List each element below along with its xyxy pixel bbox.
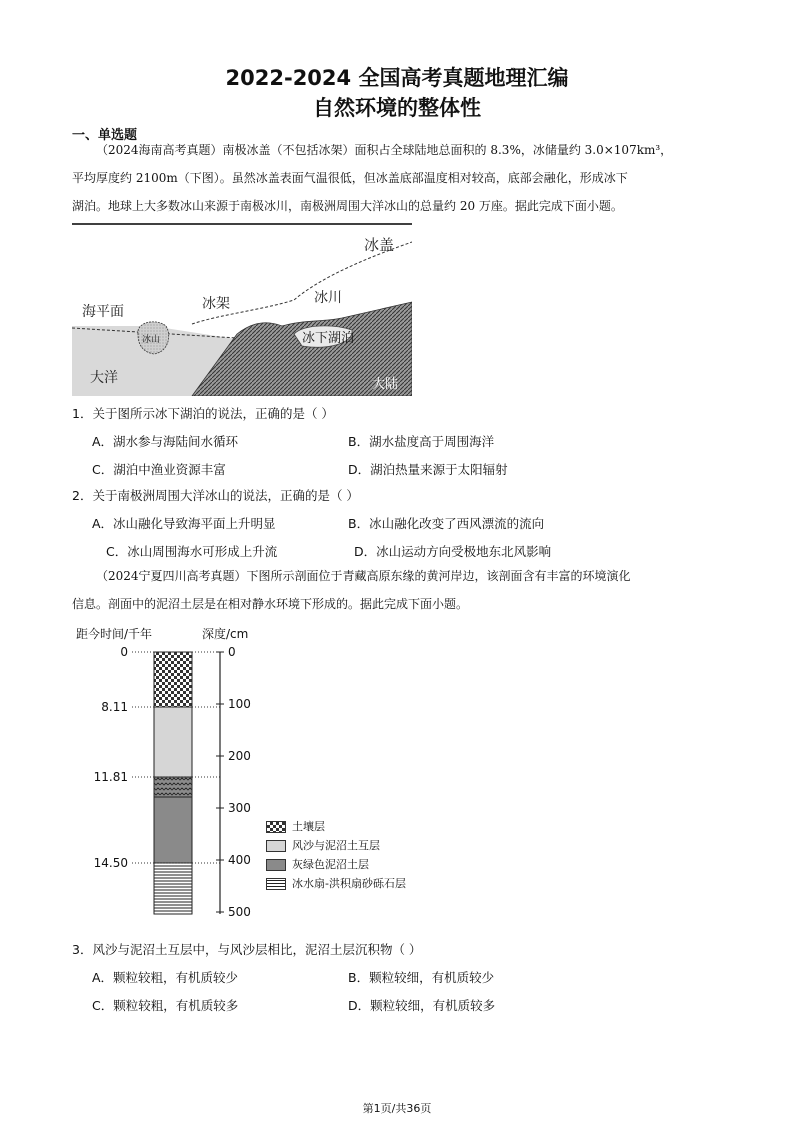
depth-tick-0: 0 [228,645,236,659]
label-ice-shelf: 冰架 [202,296,230,312]
time-tick-11-81: 11.81 [93,770,128,784]
legend-label-grey-green: 灰绿色泥沼土层 [292,858,369,871]
time-axis-title: 距今时间/千年 [76,627,153,641]
question-3-option-d[interactable]: D．颗粒较细，有机质较多 [348,998,496,1013]
depth-tick-300: 300 [228,801,251,815]
depth-tick-400: 400 [228,853,251,867]
passage-1 [72,136,722,220]
legend-swatch-sand-swamp [266,840,286,852]
legend-label-soil: 土壤层 [292,820,325,833]
time-tick-14-50: 14.50 [93,856,128,870]
legend-sand-swamp [266,837,380,853]
question-2-option-b[interactable]: B．冰山融化改变了西风漂流的流向 [348,516,545,531]
label-continent: 大陆 [372,377,399,392]
passage-2 [72,562,722,618]
question-1-option-c[interactable]: C．湖泊中渔业资源丰富 [92,462,226,477]
passage-1-line3: 湖泊。地球上大多数冰山来源于南极冰川，南极洲周围大洋冰山的总量约 20 万座。据此完成下面小题。 [72,199,623,213]
passage-2-line2: 信息。剖面中的泥沼土层是在相对静水环境下形成的。据此完成下面小题。 [72,597,469,611]
depth-axis-title: 深度/cm [202,627,249,641]
document-title-line2: 自然环境的整体性 [313,96,481,120]
legend-label-sand-swamp: 风沙与泥沼土互层 [292,839,380,852]
figure-stratigraphic-column [72,622,272,922]
layer-soil [154,652,192,707]
depth-tick-500: 500 [228,905,251,919]
passage-1-line1: （2024海南高考真题）南极冰盖（不包括冰架）面积占全球陆地总面积的 8.3%，冰储量约 3.0×107km³， [96,143,673,157]
question-1-option-a[interactable]: A．湖水参与海陆间水循环 [92,434,239,449]
depth-tick-200: 200 [228,749,251,763]
question-2-option-d[interactable]: D．冰山运动方向受极地东北风影响 [354,544,552,559]
question-1-stem: 1．关于图所示冰下湖泊的说法，正确的是（ ） [72,406,334,421]
question-3-stem: 3．风沙与泥沼土互层中，与风沙层相比，泥沼土层沉积物（ ） [72,942,422,957]
label-glacier: 冰川 [314,290,342,306]
label-ice-sheet: 冰盖 [364,236,395,254]
passage-1-line2: 平均厚度约 2100m（下图）。虽然冰盖表面气温很低，但冰盖底部温度相对较高，底部会融化，形成冰下 [72,171,628,185]
layer-grey-green-swamp [154,797,192,863]
question-2-option-c[interactable]: C．冰山周围海水可形成上升流 [106,544,278,559]
legend-label-gravel: 冰水扇-洪积扇砂砾石层 [292,877,406,890]
legend-swatch-gravel [266,878,286,890]
legend-swatch-grey-green [266,859,286,871]
label-subglacial-lake: 冰下湖泊 [302,331,355,346]
label-iceberg: 冰山 [142,335,161,345]
legend-swatch-soil [266,821,286,833]
question-3-option-c[interactable]: C．颗粒较粗，有机质较多 [92,998,239,1013]
layer-sand-swamp [154,707,192,777]
section-heading: 一、单选题 [72,128,138,143]
question-3-option-a[interactable]: A．颗粒较粗，有机质较少 [92,970,239,985]
legend-gravel [266,875,406,891]
label-sea-level: 海平面 [82,304,124,320]
time-tick-0: 0 [120,645,128,659]
question-3-option-b[interactable]: B．颗粒较细，有机质较少 [348,970,495,985]
legend-soil [266,818,325,834]
passage-2-line1: （2024宁夏四川高考真题）下图所示剖面位于青藏高原东缘的黄河岸边，该剖面含有丰富的环境演化 [96,569,631,583]
legend-grey-green-swamp [266,856,369,872]
time-tick-8-11: 8.11 [101,700,128,714]
document-title-line1: 2022-2024 全国高考真题地理汇编 [225,66,569,90]
layer-swamp-wavy [154,777,192,797]
figure-ice-sheet-diagram [72,222,412,396]
depth-tick-100: 100 [228,697,251,711]
label-ocean: 大洋 [90,370,118,386]
question-1-option-d[interactable]: D．湖泊热量来源于太阳辐射 [348,462,508,477]
question-2-stem: 2．关于南极洲周围大洋冰山的说法，正确的是（ ） [72,488,359,503]
question-1-option-b[interactable]: B．湖水盐度高于周围海洋 [348,434,495,449]
page-footer: 第1页/共36页 [362,1102,432,1115]
layer-gravel [154,863,192,914]
question-2-option-a[interactable]: A．冰山融化导致海平面上升明显 [92,516,276,531]
